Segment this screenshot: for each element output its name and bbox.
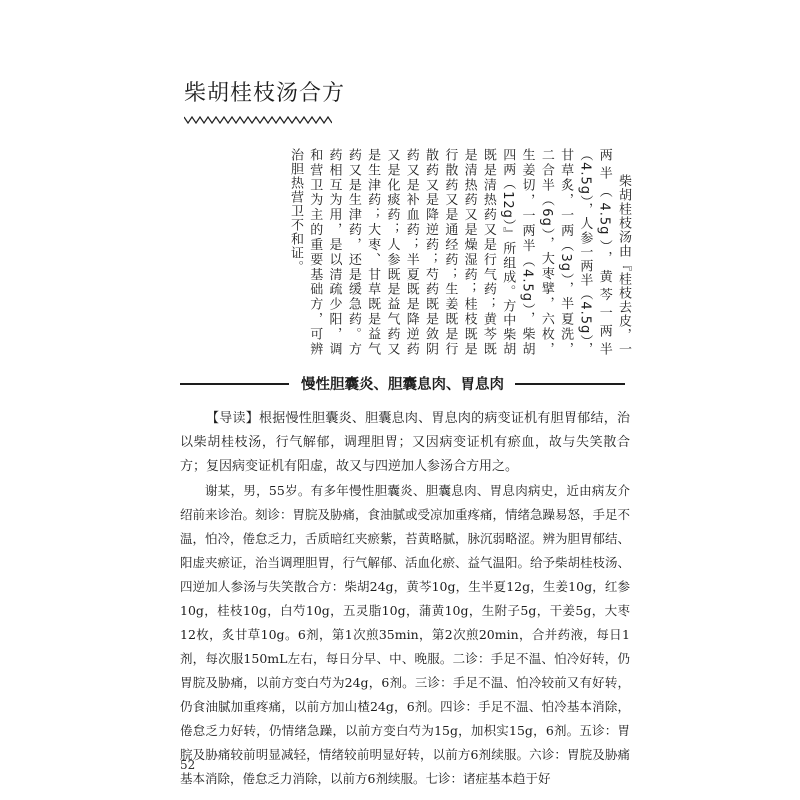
- formula-paragraph: 柴胡桂枝汤由『桂枝去皮，一两半（4.5g），黄芩一两半（4.5g），人参一两半（4.5g），甘草炙，一两（3g），半夏洗，二合半（6g），大枣擘，六枚，生姜切，一两半（4.5g），柴胡四两（12g）』所组成。方中柴胡既是清热药又是行气药；黄芩既是清热药又是燥湿药；桂枝既是行散药又是通经药；生姜既是行散药又是降逆药；芍药既是敛阴药又是补血药；半夏既是降逆药又是化痰药；人参既是益气药又是生津药；大枣、甘草既是益气药又是生津药，还是缓急药。方药相互为用，是以清疏少阳，调和营卫为主的重要基础方，可辨治胆热营卫不和证。: [287, 148, 631, 356]
- guide-text: 根据慢性胆囊炎、胆囊息肉、胃息肉的病变证机有胆胃郁结，治以柴胡桂枝汤，行气解郁，调理胆胃；又因病变证机有瘀血，故与失笑散合方；复因病变证机有阳虚，故又与四逆加人参汤合方用之。: [180, 411, 630, 474]
- case-paragraph: 谢某，男，55岁。有多年慢性胆囊炎、胆囊息肉、胃息肉病史，近由病友介绍前来诊治。刻诊：胃脘及胁痛，食油腻或受凉加重疼痛，情绪急躁易怒，手足不温，怕冷，倦怠乏力，舌质暗红夹瘀紫，苔黄略腻，脉沉弱略涩。辨为胆胃郁结、阳虚夹瘀证，治当调理胆胃，行气解郁、活血化瘀、益气温阳。给予柴胡桂枝汤、四逆加人参汤与失笑散合方：柴胡24g，黄芩10g，生半夏12g，生姜10g，红参10g，桂枝10g，白芍10g，五灵脂10g，蒲黄10g，生附子5g，干姜5g，大枣12枚，炙甘草10g。6剂，第1次煎35min，第2次煎20min，合并药液，每日1剂，每次服150mL左右，每日分早、中、晚服。二诊：手足不温、怕冷好转，仍胃脘及胁痛，以前方变白芍为24g，6剂。三诊：手足不温、怕冷较前又有好转，仍食油腻加重疼痛，以前方加山楂24g，6剂。四诊：手足不温、怕冷基本消除，倦怠乏力好转，仍情绪急躁，以前方变白芍为15g，加枳实15g，6剂。五诊：胃脘及胁痛较前明显减轻，情绪较前明显好转，以前方6剂续服。六诊：胃脘及胁痛基本消除，倦怠乏力消除，以前方6剂续服。七诊：诸症基本趋于好: [180, 483, 631, 786]
- subheading-rule-right: [515, 383, 625, 385]
- subheading-rule-left: [180, 383, 289, 385]
- page-number: 52: [180, 758, 196, 772]
- title-ornament-rule: [184, 113, 332, 127]
- subheading-label: 慢性胆囊炎、胆囊息肉、胃息肉: [301, 377, 504, 393]
- zigzag-line: [184, 117, 332, 123]
- formula-vertical-text: [183, 148, 633, 356]
- guide-tag: 【导读】: [206, 411, 260, 426]
- subheading: [180, 371, 625, 395]
- case-body: [180, 479, 630, 791]
- guide-paragraph: [180, 407, 630, 479]
- section-title: 柴胡桂枝汤合方: [184, 81, 346, 106]
